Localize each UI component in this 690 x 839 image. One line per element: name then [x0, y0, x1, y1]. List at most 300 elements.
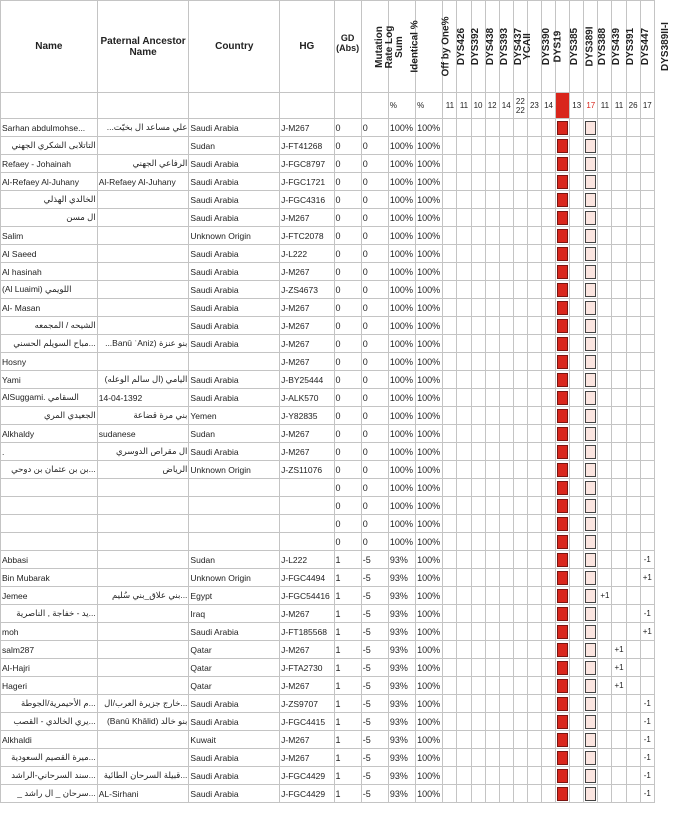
cell-identical: 100%: [388, 155, 415, 173]
box-icon: [585, 391, 596, 405]
table-row[interactable]: [1, 479, 655, 497]
cell-country: Egypt: [189, 587, 280, 605]
marker-cell: [457, 317, 471, 335]
cell-name[interactable]: الجعيدي المري: [1, 407, 98, 425]
marker-cell: [570, 767, 584, 785]
marker-cell: [626, 731, 640, 749]
marker-cell: [513, 227, 527, 245]
marker-cell: [570, 533, 584, 551]
table-row[interactable]: [1, 551, 655, 569]
cell-identical: 100%: [388, 497, 415, 515]
marker-cell: [443, 119, 457, 137]
table-row[interactable]: [1, 137, 655, 155]
marker-cell: [612, 551, 626, 569]
marker-cell: [443, 209, 457, 227]
table-row[interactable]: [1, 659, 655, 677]
marker-cell: [513, 317, 527, 335]
marker-cell: [485, 425, 499, 443]
cell-mutation-rate: 0: [361, 335, 388, 353]
col-header-country[interactable]: Country: [189, 1, 280, 93]
cell-hg: J-FT41268: [280, 137, 334, 155]
marker-cell: [471, 389, 485, 407]
dys385-cell: [556, 749, 570, 767]
cell-off-by-one: 100%: [416, 731, 443, 749]
box-icon: [585, 463, 596, 477]
marker-cell: [570, 515, 584, 533]
col-header-marker[interactable]: DYS390: [527, 1, 541, 93]
match-highlight-icon: [557, 679, 568, 693]
cell-gd: 1: [334, 551, 361, 569]
table-row[interactable]: [1, 191, 655, 209]
box-icon: [585, 553, 596, 567]
cell-hg: J-M267: [280, 353, 334, 371]
dys385-cell: [556, 263, 570, 281]
table-row[interactable]: [1, 569, 655, 587]
match-highlight-icon: [557, 265, 568, 279]
dys385-cell: [556, 173, 570, 191]
marker-cell: [541, 389, 555, 407]
marker-cell: [612, 299, 626, 317]
cell-country: Saudi Arabia: [189, 713, 280, 731]
marker-cell: [499, 389, 513, 407]
marker-cell: [513, 191, 527, 209]
marker-cell: [457, 713, 471, 731]
dys388-cell: [584, 245, 598, 263]
col-header-name[interactable]: Name: [1, 1, 98, 93]
marker-cell: [612, 209, 626, 227]
cell-name[interactable]: Bin Mubarak: [1, 569, 98, 587]
marker-cell: [541, 137, 555, 155]
marker-cell: [598, 425, 612, 443]
cell-name[interactable]: moh: [1, 623, 98, 641]
table-row[interactable]: [1, 209, 655, 227]
cell-name[interactable]: Refaey - Johainah: [1, 155, 98, 173]
col-header-marker[interactable]: DYS388: [584, 1, 598, 93]
table-row[interactable]: [1, 767, 655, 785]
cell-country: Yemen: [189, 407, 280, 425]
dys385-cell: [556, 623, 570, 641]
cell-mutation-rate: -5: [361, 569, 388, 587]
marker-cell: [612, 245, 626, 263]
col-header-mutation-rate[interactable]: Mutation Rate Log Sum: [361, 1, 388, 93]
cell-name[interactable]: ...بن بن عثمان بن دوحي: [1, 461, 98, 479]
table-row[interactable]: [1, 677, 655, 695]
marker-cell: [485, 695, 499, 713]
match-highlight-icon: [557, 625, 568, 639]
cell-name[interactable]: Alkhaldi: [1, 731, 98, 749]
marker-cell: [499, 533, 513, 551]
cell-identical: 100%: [388, 461, 415, 479]
cell-gd: 1: [334, 749, 361, 767]
marker-cell: [626, 263, 640, 281]
marker-cell: [485, 209, 499, 227]
marker-cell: [541, 299, 555, 317]
marker-cell: [598, 173, 612, 191]
table-row[interactable]: [1, 407, 655, 425]
cell-paternal-ancestor: AL-Sirhani: [97, 785, 189, 803]
cell-gd: 0: [334, 245, 361, 263]
cell-name[interactable]: ...سرحان _ ال راشد _: [1, 785, 98, 803]
marker-cell: [640, 515, 654, 533]
table-row[interactable]: [1, 227, 655, 245]
marker-cell: [612, 191, 626, 209]
cell-identical: 93%: [388, 587, 415, 605]
col-header-marker[interactable]: DYS438: [471, 1, 485, 93]
col-header-marker[interactable]: YCAII: [513, 1, 527, 93]
col-header-marker[interactable]: DYS389II-I: [640, 1, 654, 93]
marker-cell: [527, 317, 541, 335]
marker-cell: [485, 767, 499, 785]
marker-cell: [499, 371, 513, 389]
cell-mutation-rate: -5: [361, 713, 388, 731]
marker-cell: [499, 677, 513, 695]
dys388-cell: [584, 767, 598, 785]
cell-identical: 100%: [388, 479, 415, 497]
cell-identical: 93%: [388, 731, 415, 749]
cell-paternal-ancestor: [97, 299, 189, 317]
table-row[interactable]: [1, 641, 655, 659]
cell-name[interactable]: Hosny: [1, 353, 98, 371]
col-header-identical[interactable]: Identical %: [388, 1, 415, 93]
marker-cell: [471, 713, 485, 731]
table-row[interactable]: [1, 533, 655, 551]
match-highlight-icon: [557, 301, 568, 315]
dys385-cell: [556, 281, 570, 299]
marker-diff-cell: -1: [640, 551, 654, 569]
table-row[interactable]: [1, 281, 655, 299]
marker-cell: [499, 281, 513, 299]
dys385-cell: [556, 299, 570, 317]
table-row[interactable]: [1, 497, 655, 515]
marker-cell: [499, 713, 513, 731]
marker-cell: [513, 371, 527, 389]
match-highlight-icon: [557, 445, 568, 459]
cell-name[interactable]: [1, 497, 98, 515]
marker-cell: [598, 749, 612, 767]
marker-cell: [443, 533, 457, 551]
table-row[interactable]: [1, 155, 655, 173]
marker-cell: [598, 299, 612, 317]
dys385-cell: [556, 443, 570, 461]
cell-hg: J-L222: [280, 245, 334, 263]
col-header-off-by-one[interactable]: Off by One%: [416, 1, 443, 93]
cell-mutation-rate: 0: [361, 299, 388, 317]
cell-name[interactable]: Salim: [1, 227, 98, 245]
marker-cell: [527, 371, 541, 389]
table-row[interactable]: [1, 371, 655, 389]
table-row[interactable]: [1, 245, 655, 263]
marker-cell: [626, 173, 640, 191]
marker-cell: [598, 155, 612, 173]
marker-value: 10: [471, 93, 485, 119]
marker-cell: [457, 695, 471, 713]
marker-cell: [541, 227, 555, 245]
marker-cell: [598, 119, 612, 137]
cell-name[interactable]: Yami: [1, 371, 98, 389]
col-header-marker[interactable]: DYS426: [443, 1, 457, 93]
table-row[interactable]: [1, 731, 655, 749]
marker-cell: [471, 677, 485, 695]
dys385-cell: [556, 317, 570, 335]
marker-cell: [570, 731, 584, 749]
cell-hg: J-FGC4494: [280, 569, 334, 587]
marker-cell: [598, 623, 612, 641]
table-row[interactable]: [1, 353, 655, 371]
cell-identical: 93%: [388, 677, 415, 695]
table-row[interactable]: [1, 749, 655, 767]
table-row[interactable]: [1, 695, 655, 713]
dys385-cell: [556, 209, 570, 227]
marker-cell: [527, 263, 541, 281]
cell-name[interactable]: Abbasi: [1, 551, 98, 569]
cell-paternal-ancestor: [97, 353, 189, 371]
marker-cell: [640, 641, 654, 659]
marker-cell: [598, 191, 612, 209]
marker-cell: [626, 695, 640, 713]
marker-cell: [640, 533, 654, 551]
marker-cell: [499, 245, 513, 263]
cell-paternal-ancestor: [97, 731, 189, 749]
cell-gd: 0: [334, 281, 361, 299]
marker-cell: [443, 659, 457, 677]
cell-hg: J-FGC8797: [280, 155, 334, 173]
cell-gd: 0: [334, 353, 361, 371]
match-highlight-icon: [557, 787, 568, 801]
marker-cell: [541, 461, 555, 479]
marker-cell: [640, 227, 654, 245]
cell-gd: 0: [334, 155, 361, 173]
col-header-marker[interactable]: DYS389I: [570, 1, 584, 93]
cell-off-by-one: 100%: [416, 443, 443, 461]
cell-name[interactable]: Al- Masan: [1, 299, 98, 317]
identical-unit: %: [388, 93, 415, 119]
marker-cell: [471, 605, 485, 623]
cell-name[interactable]: .: [1, 443, 98, 461]
cell-paternal-ancestor: [97, 569, 189, 587]
cell-country: Iraq: [189, 605, 280, 623]
marker-cell: [626, 605, 640, 623]
marker-cell: [626, 425, 640, 443]
cell-name[interactable]: ...م الأحيمرية/الجوطة: [1, 695, 98, 713]
table-row[interactable]: [1, 299, 655, 317]
marker-cell: [626, 767, 640, 785]
dys388-cell: [584, 623, 598, 641]
marker-cell: [541, 173, 555, 191]
table-row[interactable]: [1, 173, 655, 191]
marker-cell: [640, 119, 654, 137]
marker-cell: [485, 137, 499, 155]
marker-cell: [485, 623, 499, 641]
match-highlight-icon: [557, 769, 568, 783]
table-row[interactable]: [1, 389, 655, 407]
marker-cell: [598, 317, 612, 335]
marker-cell: [513, 137, 527, 155]
table-row[interactable]: [1, 461, 655, 479]
cell-name[interactable]: ال مسن: [1, 209, 98, 227]
cell-name[interactable]: [1, 515, 98, 533]
table-row[interactable]: [1, 317, 655, 335]
box-icon: [585, 319, 596, 333]
table-row[interactable]: [1, 587, 655, 605]
marker-cell: [471, 641, 485, 659]
cell-name[interactable]: الخالدي الهذلي: [1, 191, 98, 209]
cell-gd: 0: [334, 407, 361, 425]
marker-cell: [485, 641, 499, 659]
col-header-marker[interactable]: DYS447: [626, 1, 640, 93]
col-header-marker[interactable]: DYS19: [541, 1, 555, 93]
cell-identical: 100%: [388, 443, 415, 461]
cell-name[interactable]: [1, 533, 98, 551]
col-header-marker[interactable]: DYS392: [457, 1, 471, 93]
marker-cell: [457, 731, 471, 749]
cell-hg: J-M267: [280, 443, 334, 461]
marker-diff-cell: -1: [640, 767, 654, 785]
col-header-marker[interactable]: DYS391: [612, 1, 626, 93]
marker-cell: [527, 119, 541, 137]
cell-name[interactable]: (Al Luaimi) اللويمي: [1, 281, 98, 299]
cell-paternal-ancestor: [97, 677, 189, 695]
dys388-cell: [584, 389, 598, 407]
table-row[interactable]: [1, 443, 655, 461]
cell-name[interactable]: [1, 479, 98, 497]
col-header-marker[interactable]: DYS393: [485, 1, 499, 93]
cell-country: Saudi Arabia: [189, 335, 280, 353]
table-row[interactable]: [1, 515, 655, 533]
marker-cell: [598, 605, 612, 623]
cell-off-by-one: 100%: [416, 497, 443, 515]
marker-cell: [612, 425, 626, 443]
match-highlight-icon: [557, 553, 568, 567]
marker-cell: [527, 569, 541, 587]
cell-gd: 1: [334, 605, 361, 623]
table-row[interactable]: [1, 335, 655, 353]
cell-off-by-one: 100%: [416, 695, 443, 713]
dys385-cell: [556, 497, 570, 515]
marker-cell: [570, 407, 584, 425]
cell-name[interactable]: ...يد - خفاجة , الناصرية: [1, 605, 98, 623]
marker-cell: [527, 245, 541, 263]
cell-gd: 0: [334, 389, 361, 407]
marker-cell: [471, 407, 485, 425]
cell-name[interactable]: Al Saeed: [1, 245, 98, 263]
marker-cell: [612, 479, 626, 497]
cell-paternal-ancestor: 14-04-1392: [97, 389, 189, 407]
col-header-marker[interactable]: DYS439: [598, 1, 612, 93]
cell-gd: 0: [334, 533, 361, 551]
marker-cell: [598, 497, 612, 515]
cell-gd: 1: [334, 731, 361, 749]
cell-name[interactable]: Alkhaldy: [1, 425, 98, 443]
cell-name[interactable]: Al hasinah: [1, 263, 98, 281]
marker-cell: [570, 713, 584, 731]
cell-mutation-rate: -5: [361, 605, 388, 623]
match-highlight-icon: [557, 517, 568, 531]
table-row[interactable]: [1, 263, 655, 281]
marker-cell: [471, 281, 485, 299]
cell-off-by-one: 100%: [416, 587, 443, 605]
marker-cell: [499, 443, 513, 461]
table-row[interactable]: [1, 713, 655, 731]
marker-cell: [640, 389, 654, 407]
marker-cell: [570, 461, 584, 479]
cell-name[interactable]: ...يري الخالدي - القصب: [1, 713, 98, 731]
marker-cell: [499, 317, 513, 335]
marker-cell: [612, 119, 626, 137]
table-row[interactable]: [1, 605, 655, 623]
dys385-cell: [556, 479, 570, 497]
cell-mutation-rate: -5: [361, 749, 388, 767]
cell-name[interactable]: Al-Hajri: [1, 659, 98, 677]
cell-off-by-one: 100%: [416, 281, 443, 299]
marker-cell: [513, 587, 527, 605]
marker-cell: [527, 641, 541, 659]
marker-cell: [443, 443, 457, 461]
cell-off-by-one: 100%: [416, 209, 443, 227]
col-header-hg[interactable]: HG: [280, 1, 334, 93]
cell-name[interactable]: Hageri: [1, 677, 98, 695]
cell-off-by-one: 100%: [416, 461, 443, 479]
marker-cell: [443, 335, 457, 353]
cell-name[interactable]: Al-Refaey Al-Juhany: [1, 173, 98, 191]
marker-cell: [541, 263, 555, 281]
marker-diff-cell: +1: [612, 659, 626, 677]
cell-name[interactable]: ...ميرة القصيم السعودية: [1, 749, 98, 767]
dys388-cell: [584, 713, 598, 731]
marker-cell: [570, 389, 584, 407]
marker-cell: [513, 299, 527, 317]
cell-identical: 100%: [388, 281, 415, 299]
marker-cell: [626, 515, 640, 533]
marker-diff-cell: -1: [640, 785, 654, 803]
marker-cell: [570, 677, 584, 695]
cell-gd: 1: [334, 623, 361, 641]
col-header-marker[interactable]: DYS437: [499, 1, 513, 93]
marker-cell: [527, 677, 541, 695]
marker-cell: [485, 677, 499, 695]
marker-cell: [541, 317, 555, 335]
cell-name[interactable]: salm287: [1, 641, 98, 659]
cell-name[interactable]: AlSuggami. السقامي: [1, 389, 98, 407]
cell-name[interactable]: ...مباح السويلم الحسني: [1, 335, 98, 353]
match-highlight-icon: [557, 391, 568, 405]
table-row[interactable]: [1, 425, 655, 443]
col-header-gd[interactable]: GD (Abs): [334, 1, 361, 93]
marker-cell: [570, 695, 584, 713]
cell-name[interactable]: Sarhan abdulmohse...: [1, 119, 98, 137]
cell-name[interactable]: الشيحه / المجمعه: [1, 317, 98, 335]
cell-off-by-one: 100%: [416, 605, 443, 623]
cell-country: Saudi Arabia: [189, 371, 280, 389]
cell-paternal-ancestor: Al-Refaey Al-Juhany: [97, 173, 189, 191]
cell-name[interactable]: Jemee: [1, 587, 98, 605]
table-row[interactable]: [1, 623, 655, 641]
cell-name[interactable]: ...سند السرحاني-الراشد: [1, 767, 98, 785]
cell-mutation-rate: -5: [361, 659, 388, 677]
col-header-paternal-ancestor[interactable]: Paternal Ancestor Name: [97, 1, 189, 93]
marker-cell: [527, 533, 541, 551]
marker-cell: [612, 263, 626, 281]
marker-cell: [471, 353, 485, 371]
marker-cell: [626, 389, 640, 407]
table-row[interactable]: [1, 785, 655, 803]
marker-cell: [471, 551, 485, 569]
table-row[interactable]: [1, 119, 655, 137]
cell-hg: J-M267: [280, 731, 334, 749]
marker-cell: [626, 713, 640, 731]
marker-cell: [626, 137, 640, 155]
col-header-marker[interactable]: DYS385: [556, 1, 570, 93]
cell-name[interactable]: التاتلابى الشكري الجهني: [1, 137, 98, 155]
